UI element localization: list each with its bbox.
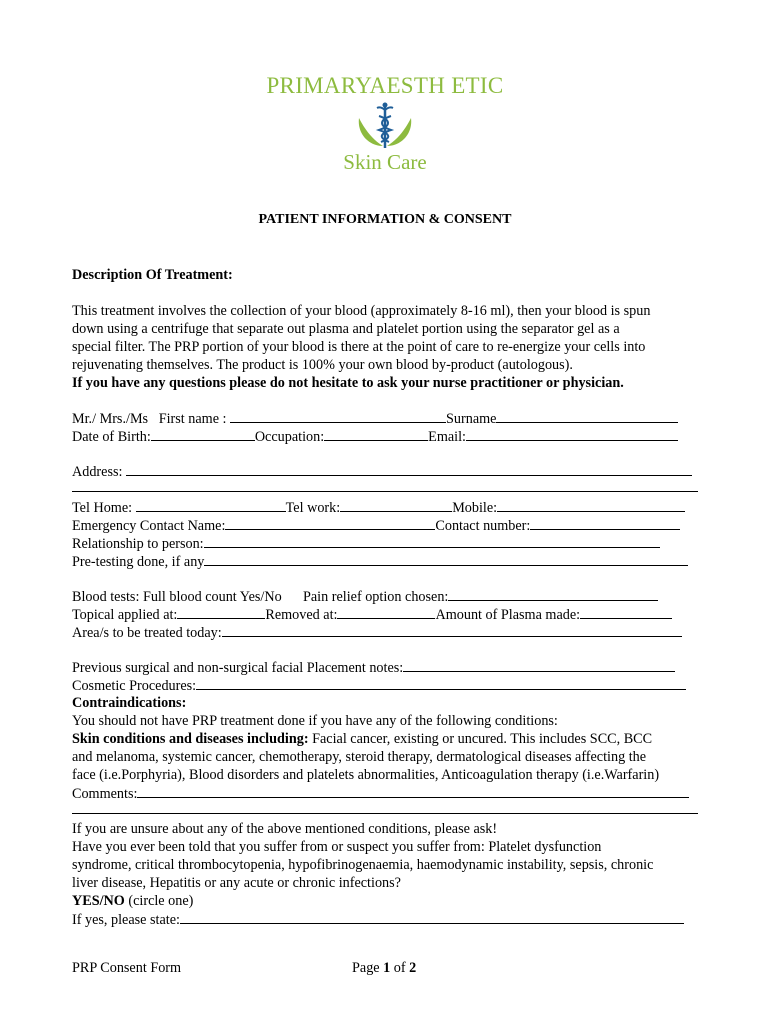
pain-relief-label: Pain relief option chosen: [302,589,449,605]
page-total: 2 [409,960,417,976]
yes-no-line [72,892,193,910]
comments-row [72,784,689,803]
question-line: liver disease, Hepatitis or any acute or chronic infections? [72,875,401,891]
emergency-contact-field[interactable] [225,516,435,530]
description-bold-line: If you have any questions please do not hesitate to ask your nurse practitioner or physician. [72,375,624,391]
description-line: This treatment involves the collection of your blood (approximately 8-16 ml), then your blood is spun [72,303,651,319]
page-title: PATIENT INFORMATION & CONSENT [258,212,512,227]
comments-label: Comments: [72,786,138,802]
circle-one-note: (circle one) [124,893,194,909]
email-label: Email: [428,429,466,445]
address-field[interactable] [126,462,692,476]
pain-relief-field[interactable] [448,587,658,601]
question-line: Have you ever been told that you suffer from or suspect you suffer from: Platelet dysfunction [72,839,602,855]
dob-row [72,427,678,446]
mobile-label: Mobile: [452,500,498,516]
skin-conditions-line [72,730,652,748]
tel-work-field[interactable] [340,498,452,512]
page-current: 1 [383,960,391,976]
area-row [72,623,682,642]
topical-field[interactable] [177,605,265,619]
description-line: special filter. The PRP portion of your blood is there at the point of care to re-energize your cells into [72,339,646,355]
cosmetic-row [72,676,686,695]
comments-field-line2[interactable] [72,813,698,814]
if-yes-row [72,910,684,929]
surname-field[interactable] [496,409,678,423]
dob-label: Date of Birth: [72,429,151,445]
name-row [72,409,678,428]
surname-label: Surname [446,411,497,427]
caduceus-leaf-icon [355,100,415,152]
if-yes-label: If yes, please state: [72,912,180,928]
unsure-note: If you are unsure about any of the above mentioned conditions, please ask! [72,821,498,837]
pretesting-row [72,552,688,571]
topical-label: Topical applied at: [72,607,178,623]
mobile-field[interactable] [497,498,685,512]
address-field-line2[interactable] [72,491,698,492]
blood-tests-row [72,587,658,606]
email-field[interactable] [466,427,678,441]
placement-notes-label: Previous surgical and non-surgical facial Placement notes: [72,660,404,676]
skin-conditions-text: Facial cancer, existing or uncured. This includes SCC, BCC [308,731,653,747]
first-name-label: First name : [158,411,227,427]
plasma-label: Amount of Plasma made: [435,607,581,623]
skin-conditions-line: and melanoma, systemic cancer, chemotherapy, steroid therapy, dermatological diseases affecting the [72,749,647,765]
tel-home-field[interactable] [136,498,286,512]
removed-label: Removed at: [265,607,338,623]
description-line: down using a centrifuge that separate out plasma and platelet portion using the separator gel as a [72,321,620,337]
tel-home-label: Tel Home: [72,500,133,516]
area-label: Area/s to be treated today: [72,625,222,641]
relationship-row [72,534,660,553]
pretesting-field[interactable] [204,552,688,566]
comments-field[interactable] [137,784,689,798]
contraindications-intro: You should not have PRP treatment done if you have any of the following conditions: [72,713,558,729]
occupation-field[interactable] [324,427,428,441]
tel-work-label: Tel work: [285,500,341,516]
emergency-row [72,516,680,535]
relationship-label: Relationship to person: [72,536,204,552]
yes-no-option[interactable]: YES/NO [72,893,125,909]
page-number [352,960,416,977]
skin-conditions-label: Skin conditions and diseases including: [72,731,309,747]
contraindications-label: Contraindications: [72,695,187,711]
relationship-field[interactable] [204,534,660,548]
dob-field[interactable] [151,427,255,441]
pretesting-label: Pre-testing done, if any [72,554,205,570]
contact-number-label: Contact number: [435,518,531,534]
description-line: rejuvenating themselves. The product is 100% your own blood by-product (autologous). [72,357,573,373]
question-line: syndrome, critical thrombocytopenia, hypofibrinogenaemia, haemodynamic instability, sepsis, chronic [72,857,654,873]
area-field[interactable] [222,623,682,637]
logo-title: PRIMARYAESTH ETIC [266,73,504,98]
plasma-field[interactable] [580,605,672,619]
removed-field[interactable] [337,605,435,619]
first-name-field[interactable] [230,409,446,423]
cosmetic-label: Cosmetic Procedures: [72,678,197,694]
logo-subtitle: Skin Care [343,150,427,174]
description-label: Description Of Treatment: [72,267,233,283]
title-label: Mr./ Mrs./Ms [72,411,149,427]
emergency-contact-label: Emergency Contact Name: [72,518,226,534]
if-yes-field[interactable] [180,910,684,924]
tel-row [72,498,685,517]
contact-number-field[interactable] [530,516,680,530]
placement-notes-field[interactable] [403,658,675,672]
skin-conditions-line: face (i.e.Porphyria), Blood disorders and platelets abnormalities, Anticoagulation therapy (i.e.Warfarin) [72,767,660,783]
page-word: Page [352,960,384,976]
placement-row [72,658,675,677]
footer-form-name: PRP Consent Form [72,960,182,976]
address-label: Address: [72,464,123,480]
topical-row [72,605,672,624]
address-row [72,462,692,481]
blood-tests-label: Blood tests: Full blood count Yes/No [72,589,282,605]
occupation-label: Occupation: [254,429,325,445]
of-word: of [390,960,410,976]
cosmetic-field[interactable] [196,676,686,690]
